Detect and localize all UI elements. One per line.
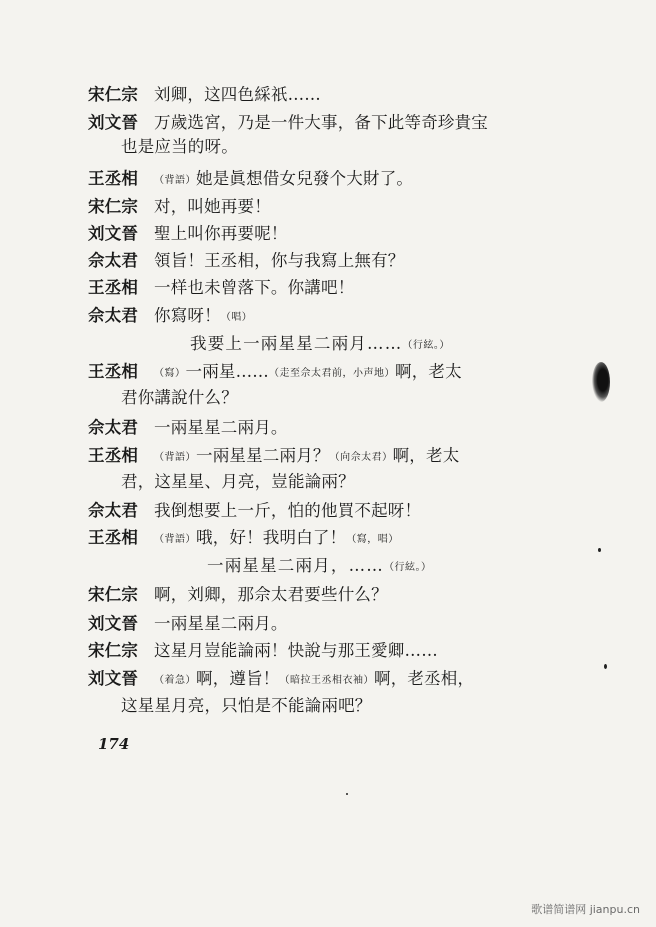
- speaker-name: 刘文晉: [88, 224, 139, 243]
- dialogue-text: 君，这星星、月亮，豈能論兩？: [121, 472, 355, 491]
- speaker-name: 佘太君: [88, 251, 139, 270]
- dialogue-line: [88, 584, 388, 606]
- dialogue-line: [88, 668, 474, 690]
- dialogue-text: 哦，好！我明白了！: [196, 528, 347, 547]
- speaker-name: 王丞相: [88, 278, 139, 297]
- stage-direction: （着急）: [154, 675, 196, 686]
- speaker-name: 刘文晉: [88, 614, 139, 633]
- dialogue-line: [88, 500, 421, 522]
- speaker-name: 宋仁宗: [88, 197, 139, 216]
- speaker-name: 刘文晉: [88, 113, 139, 132]
- dialogue-text: 一兩星……: [185, 362, 269, 381]
- dialogue-text: 領旨！王丞相，你与我寫上無有？: [154, 251, 405, 270]
- dialogue-line: [88, 196, 271, 218]
- dialogue-continuation: [121, 695, 372, 717]
- speaker-name: 宋仁宗: [88, 85, 139, 104]
- dialogue-continuation: [121, 471, 355, 493]
- dialogue-text: 她是眞想借女兒發个大財了。: [196, 169, 414, 188]
- dialogue-text: 一兩星星二兩月。: [154, 418, 288, 437]
- stage-direction: （行絃。）: [384, 562, 432, 573]
- dialogue-text: 对，叫她再要！: [154, 197, 271, 216]
- dialogue-line: [88, 305, 252, 327]
- dialogue-line: [88, 445, 459, 467]
- stage-direction: （寫）: [154, 368, 186, 379]
- dialogue-line: [88, 640, 438, 662]
- speaker-name: 宋仁宗: [88, 585, 139, 604]
- dialogue-line: [88, 417, 288, 439]
- dialogue-line: [88, 168, 413, 190]
- dialogue-line: [88, 361, 462, 383]
- dialogue-text: 君你講說什么？: [121, 388, 238, 407]
- dialogue-text: 啊，遵旨！: [196, 669, 280, 688]
- stage-direction: （背語）: [154, 534, 196, 545]
- dialogue-line: [88, 223, 288, 245]
- ink-blot: [592, 362, 610, 402]
- dialogue-line: [88, 84, 321, 106]
- dialogue-continuation: [121, 387, 238, 409]
- page-number: 174: [98, 735, 130, 753]
- dialogue-line: [88, 613, 288, 635]
- ink-speck: [346, 793, 348, 795]
- speaker-name: 王丞相: [88, 446, 139, 465]
- dialogue-text: 聖上叫你再要呢！: [154, 224, 288, 243]
- dialogue-line: [88, 250, 405, 272]
- site-watermark: 歌谱简谱网 jianpu.cn: [531, 903, 640, 916]
- dialogue-text: 啊，老丞相，: [374, 669, 475, 688]
- dialogue-text: 啊，老太: [395, 362, 462, 381]
- speaker-name: 佘太君: [88, 501, 139, 520]
- dialogue-text: 我倒想要上一斤，怕的他買不起呀！: [154, 501, 422, 520]
- stage-direction: （唱）: [220, 312, 253, 323]
- dialogue-text: 刘卿，这四色綵祇……: [154, 85, 321, 104]
- speaker-name: 王丞相: [88, 169, 139, 188]
- speaker-name: 宋仁宗: [88, 641, 139, 660]
- dialogue-text: 这星星月亮，只怕是不能論兩吧？: [121, 696, 372, 715]
- stage-direction: （背語）: [154, 175, 196, 186]
- sung-line: [190, 333, 450, 355]
- stage-direction: （走至佘太君前，小声地）: [269, 368, 395, 379]
- dialogue-text: 啊，老太: [392, 446, 460, 465]
- dialogue-text: 一样也未曾落下。你講吧！: [154, 278, 355, 297]
- sung-text: 一兩星星二兩月，……: [207, 556, 384, 575]
- stage-direction: （寫，唱）: [346, 534, 399, 545]
- dialogue-text: 啊，刘卿，那佘太君要些什么？: [154, 585, 388, 604]
- dialogue-text: 一兩星星二兩月。: [154, 614, 288, 633]
- dialogue-text: 一兩星星二兩月？: [196, 446, 330, 465]
- speaker-name: 王丞相: [88, 528, 139, 547]
- stage-direction: （暗拉王丞相衣袖）: [279, 675, 374, 686]
- sung-line: [207, 555, 432, 577]
- stage-direction: （行絃。）: [402, 340, 450, 351]
- speaker-name: 佘太君: [88, 306, 139, 325]
- ink-speck: [598, 548, 601, 552]
- dialogue-continuation: [121, 136, 238, 158]
- dialogue-text: 也是应当的呀。: [121, 137, 238, 156]
- speaker-name: 佘太君: [88, 418, 139, 437]
- dialogue-text: 你寫呀！: [154, 306, 221, 325]
- dialogue-line: [88, 112, 488, 134]
- stage-direction: （向佘太君）: [329, 452, 393, 463]
- sung-text: 我要上一兩星星二兩月……: [190, 334, 403, 353]
- dialogue-line: [88, 527, 399, 549]
- speaker-name: 王丞相: [88, 362, 139, 381]
- ink-speck: [604, 664, 607, 669]
- dialogue-text: 万歲选宮，乃是一件大事，备下此等奇珍貴宝: [154, 113, 488, 132]
- dialogue-text: 这星月豈能論兩！快說与那王愛卿……: [154, 641, 438, 660]
- dialogue-line: [88, 277, 354, 299]
- speaker-name: 刘文晉: [88, 669, 139, 688]
- stage-direction: （背語）: [154, 452, 196, 463]
